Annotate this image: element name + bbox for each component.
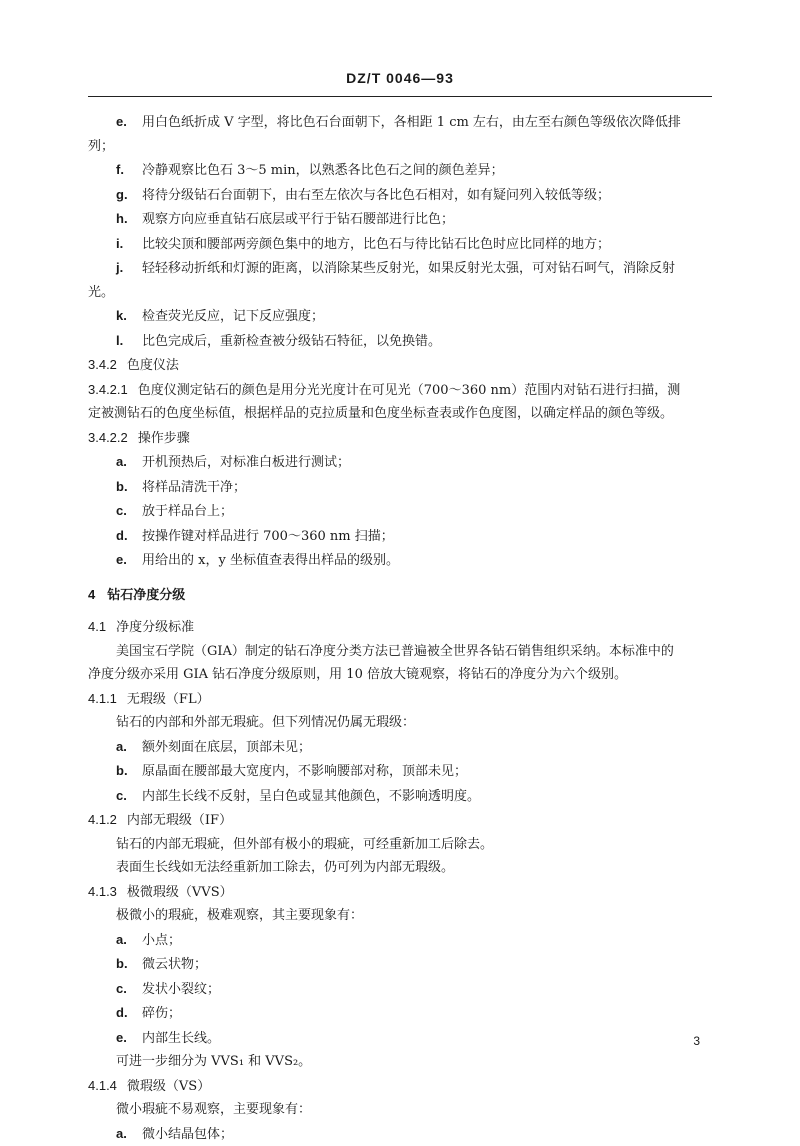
line-text: 净度分级标准: [116, 620, 194, 635]
list-item: [88, 475, 712, 500]
page-number: 3: [693, 1034, 700, 1048]
line-text: 发状小裂纹；: [142, 982, 220, 997]
line-text: 检查荧光反应，记下反应强度；: [142, 309, 324, 324]
document-code: DZ/T 0046—93: [88, 70, 712, 86]
line-text: 无瑕级（FL）: [127, 692, 210, 707]
list-item: [88, 183, 712, 208]
list-item-label: d.: [116, 524, 142, 548]
clause-heading: [88, 353, 712, 378]
line-text: 将样品清洗干净；: [142, 480, 246, 495]
clause-heading: [88, 880, 712, 905]
clause-heading: [88, 615, 712, 640]
list-item-label: i.: [116, 232, 142, 256]
clause-number: 4.1.4: [88, 1078, 117, 1093]
line-text: 用给出的 x，y 坐标值查表得出样品的级别。: [142, 553, 399, 568]
line-text: 比较尖顶和腰部两旁颜色集中的地方，比色石与待比钻石比色时应比同样的地方；: [142, 237, 610, 252]
line-text: 色度仪法: [127, 358, 179, 373]
clause-heading: [88, 426, 712, 451]
list-item: [88, 784, 712, 809]
line-text: 冷静观察比色石 3～5 min，以熟悉各比色石之间的颜色差异；: [142, 163, 504, 178]
paragraph-line: [88, 904, 712, 928]
list-item-label: d.: [116, 1001, 142, 1025]
line-text: 可进一步细分为 VVS₁ 和 VVS₂。: [116, 1054, 311, 1069]
list-item-label: e.: [116, 1026, 142, 1050]
section-heading: [88, 583, 712, 608]
list-item-label: f.: [116, 158, 142, 182]
line-text: 微小结晶包体；: [142, 1127, 233, 1142]
list-item-label: a.: [116, 928, 142, 952]
list-item-label: a.: [116, 735, 142, 759]
clause-number: 4.1.2: [88, 812, 117, 827]
line-text: 将待分级钻石台面朝下，由右至左依次与各比色石相对，如有疑问列入较低等级；: [142, 188, 610, 203]
list-item-label: l.: [116, 329, 142, 353]
list-item-label: c.: [116, 784, 142, 808]
line-text: 钻石的内部无瑕疵，但外部有极小的瑕疵，可经重新加工后除去。: [116, 837, 493, 852]
list-item: [88, 524, 712, 549]
line-text: 微云状物；: [142, 957, 207, 972]
paragraph-line: [88, 856, 712, 880]
list-item-label: h.: [116, 207, 142, 231]
line-text: 列；: [88, 139, 114, 154]
line-text: 按操作键对样品进行 700～360 nm 扫描；: [142, 529, 394, 544]
list-item-label: a.: [116, 1122, 142, 1146]
line-text: 操作步骤: [138, 431, 190, 446]
clause-number: 3.4.2.1: [88, 382, 128, 397]
paragraph-line: [88, 1050, 712, 1074]
paragraph-line: [88, 663, 712, 687]
line-text: 内部无瑕级（IF）: [127, 813, 232, 828]
line-text: 极微小的瑕疵，极难观察，其主要现象有：: [116, 908, 363, 923]
paragraph-line: [88, 711, 712, 735]
line-text: 美国宝石学院（GIA）制定的钻石净度分类方法已普遍被全世界各钻石销售组织采纳。本标准中的: [116, 644, 674, 659]
line-text: 净度分级亦采用 GIA 钻石净度分级原则，用 10 倍放大镜观察，将钻石的净度分为六个级别。: [88, 667, 627, 682]
list-item-label: j.: [116, 256, 142, 280]
list-item: [88, 450, 712, 475]
list-item: [88, 1122, 712, 1146]
line-text: 微小瑕疵不易观察，主要现象有：: [116, 1102, 311, 1117]
line-text: 原晶面在腰部最大宽度内，不影响腰部对称，顶部未见；: [142, 764, 467, 779]
line-text: 钻石的内部和外部无瑕疵。但下列情况仍属无瑕级：: [116, 715, 415, 730]
list-item-label: g.: [116, 183, 142, 207]
list-item-label: c.: [116, 977, 142, 1001]
page-body: [88, 110, 712, 1146]
list-item: [88, 232, 712, 257]
clause-number: 3.4.2: [88, 357, 117, 372]
list-item: [88, 329, 712, 354]
clause-number: 4.1.3: [88, 884, 117, 899]
line-text: 表面生长线如无法经重新加工除去，仍可列为内部无瑕级。: [116, 860, 454, 875]
line-text: 极微瑕级（VVS）: [127, 885, 233, 900]
list-item-label: e.: [116, 110, 142, 134]
list-item-label: c.: [116, 499, 142, 523]
paragraph-line: [88, 402, 712, 426]
line-text: 定被测钻石的色度坐标值，根据样品的克拉质量和色度坐标查表或作色度图，以确定样品的颜色等级。: [88, 406, 673, 421]
line-text: 碎伤；: [142, 1006, 181, 1021]
line-text: 观察方向应垂直钻石底层或平行于钻石腰部进行比色；: [142, 212, 454, 227]
line-text: 色度仪测定钻石的颜色是用分光光度计在可见光（700～360 nm）范围内对钻石进行扫描，测: [138, 383, 680, 398]
list-item-label: k.: [116, 304, 142, 328]
list-item: [88, 207, 712, 232]
list-item: [88, 548, 712, 573]
list-item: [88, 977, 712, 1002]
line-text: 光。: [88, 285, 114, 300]
list-item: [88, 256, 712, 281]
line-text: 开机预热后，对标准白板进行测试；: [142, 455, 350, 470]
paragraph-line: [88, 640, 712, 664]
clause-heading: [88, 687, 712, 712]
list-item: [88, 735, 712, 760]
clause-number: 3.4.2.2: [88, 430, 128, 445]
paragraph-line: [88, 281, 712, 305]
line-text: 内部生长线。: [142, 1031, 220, 1046]
paragraph-line: [88, 1098, 712, 1122]
clause-number: 4.1: [88, 619, 106, 634]
line-text: 额外刻面在底层，顶部未见；: [142, 740, 311, 755]
list-item-label: b.: [116, 475, 142, 499]
clause-heading: [88, 1074, 712, 1099]
line-text: 比色完成后，重新检查被分级钻石特征，以免换错。: [142, 334, 441, 349]
clause-heading: [88, 808, 712, 833]
paragraph-line: [88, 135, 712, 159]
line-text: 轻轻移动折纸和灯源的距离，以消除某些反射光，如果反射光太强，可对钻石呵气，消除反射: [142, 261, 675, 276]
clause-number: 4: [88, 587, 95, 602]
line-text: 内部生长线不反射，呈白色或显其他颜色，不影响透明度。: [142, 789, 480, 804]
list-item-label: e.: [116, 548, 142, 572]
line-text: 放于样品台上；: [142, 504, 233, 519]
line-text: 钻石净度分级: [107, 588, 185, 603]
list-item: [88, 1001, 712, 1026]
list-item: [88, 1026, 712, 1051]
list-item: [88, 499, 712, 524]
list-item-label: b.: [116, 759, 142, 783]
list-item: [88, 952, 712, 977]
paragraph-line: [88, 833, 712, 857]
line-text: 用白色纸折成 V 字型，将比色石台面朝下，各相距 1 cm 左右，由左至右颜色等级依次降低排: [142, 115, 681, 130]
header-rule: [88, 96, 712, 97]
list-item-label: a.: [116, 450, 142, 474]
clause-number: 4.1.1: [88, 691, 117, 706]
list-item: [88, 928, 712, 953]
list-item: [88, 304, 712, 329]
clause-heading: [88, 378, 712, 403]
list-item: [88, 759, 712, 784]
line-text: 微瑕级（VS）: [127, 1079, 210, 1094]
list-item: [88, 110, 712, 135]
list-item: [88, 158, 712, 183]
line-text: 小点；: [142, 933, 181, 948]
list-item-label: b.: [116, 952, 142, 976]
